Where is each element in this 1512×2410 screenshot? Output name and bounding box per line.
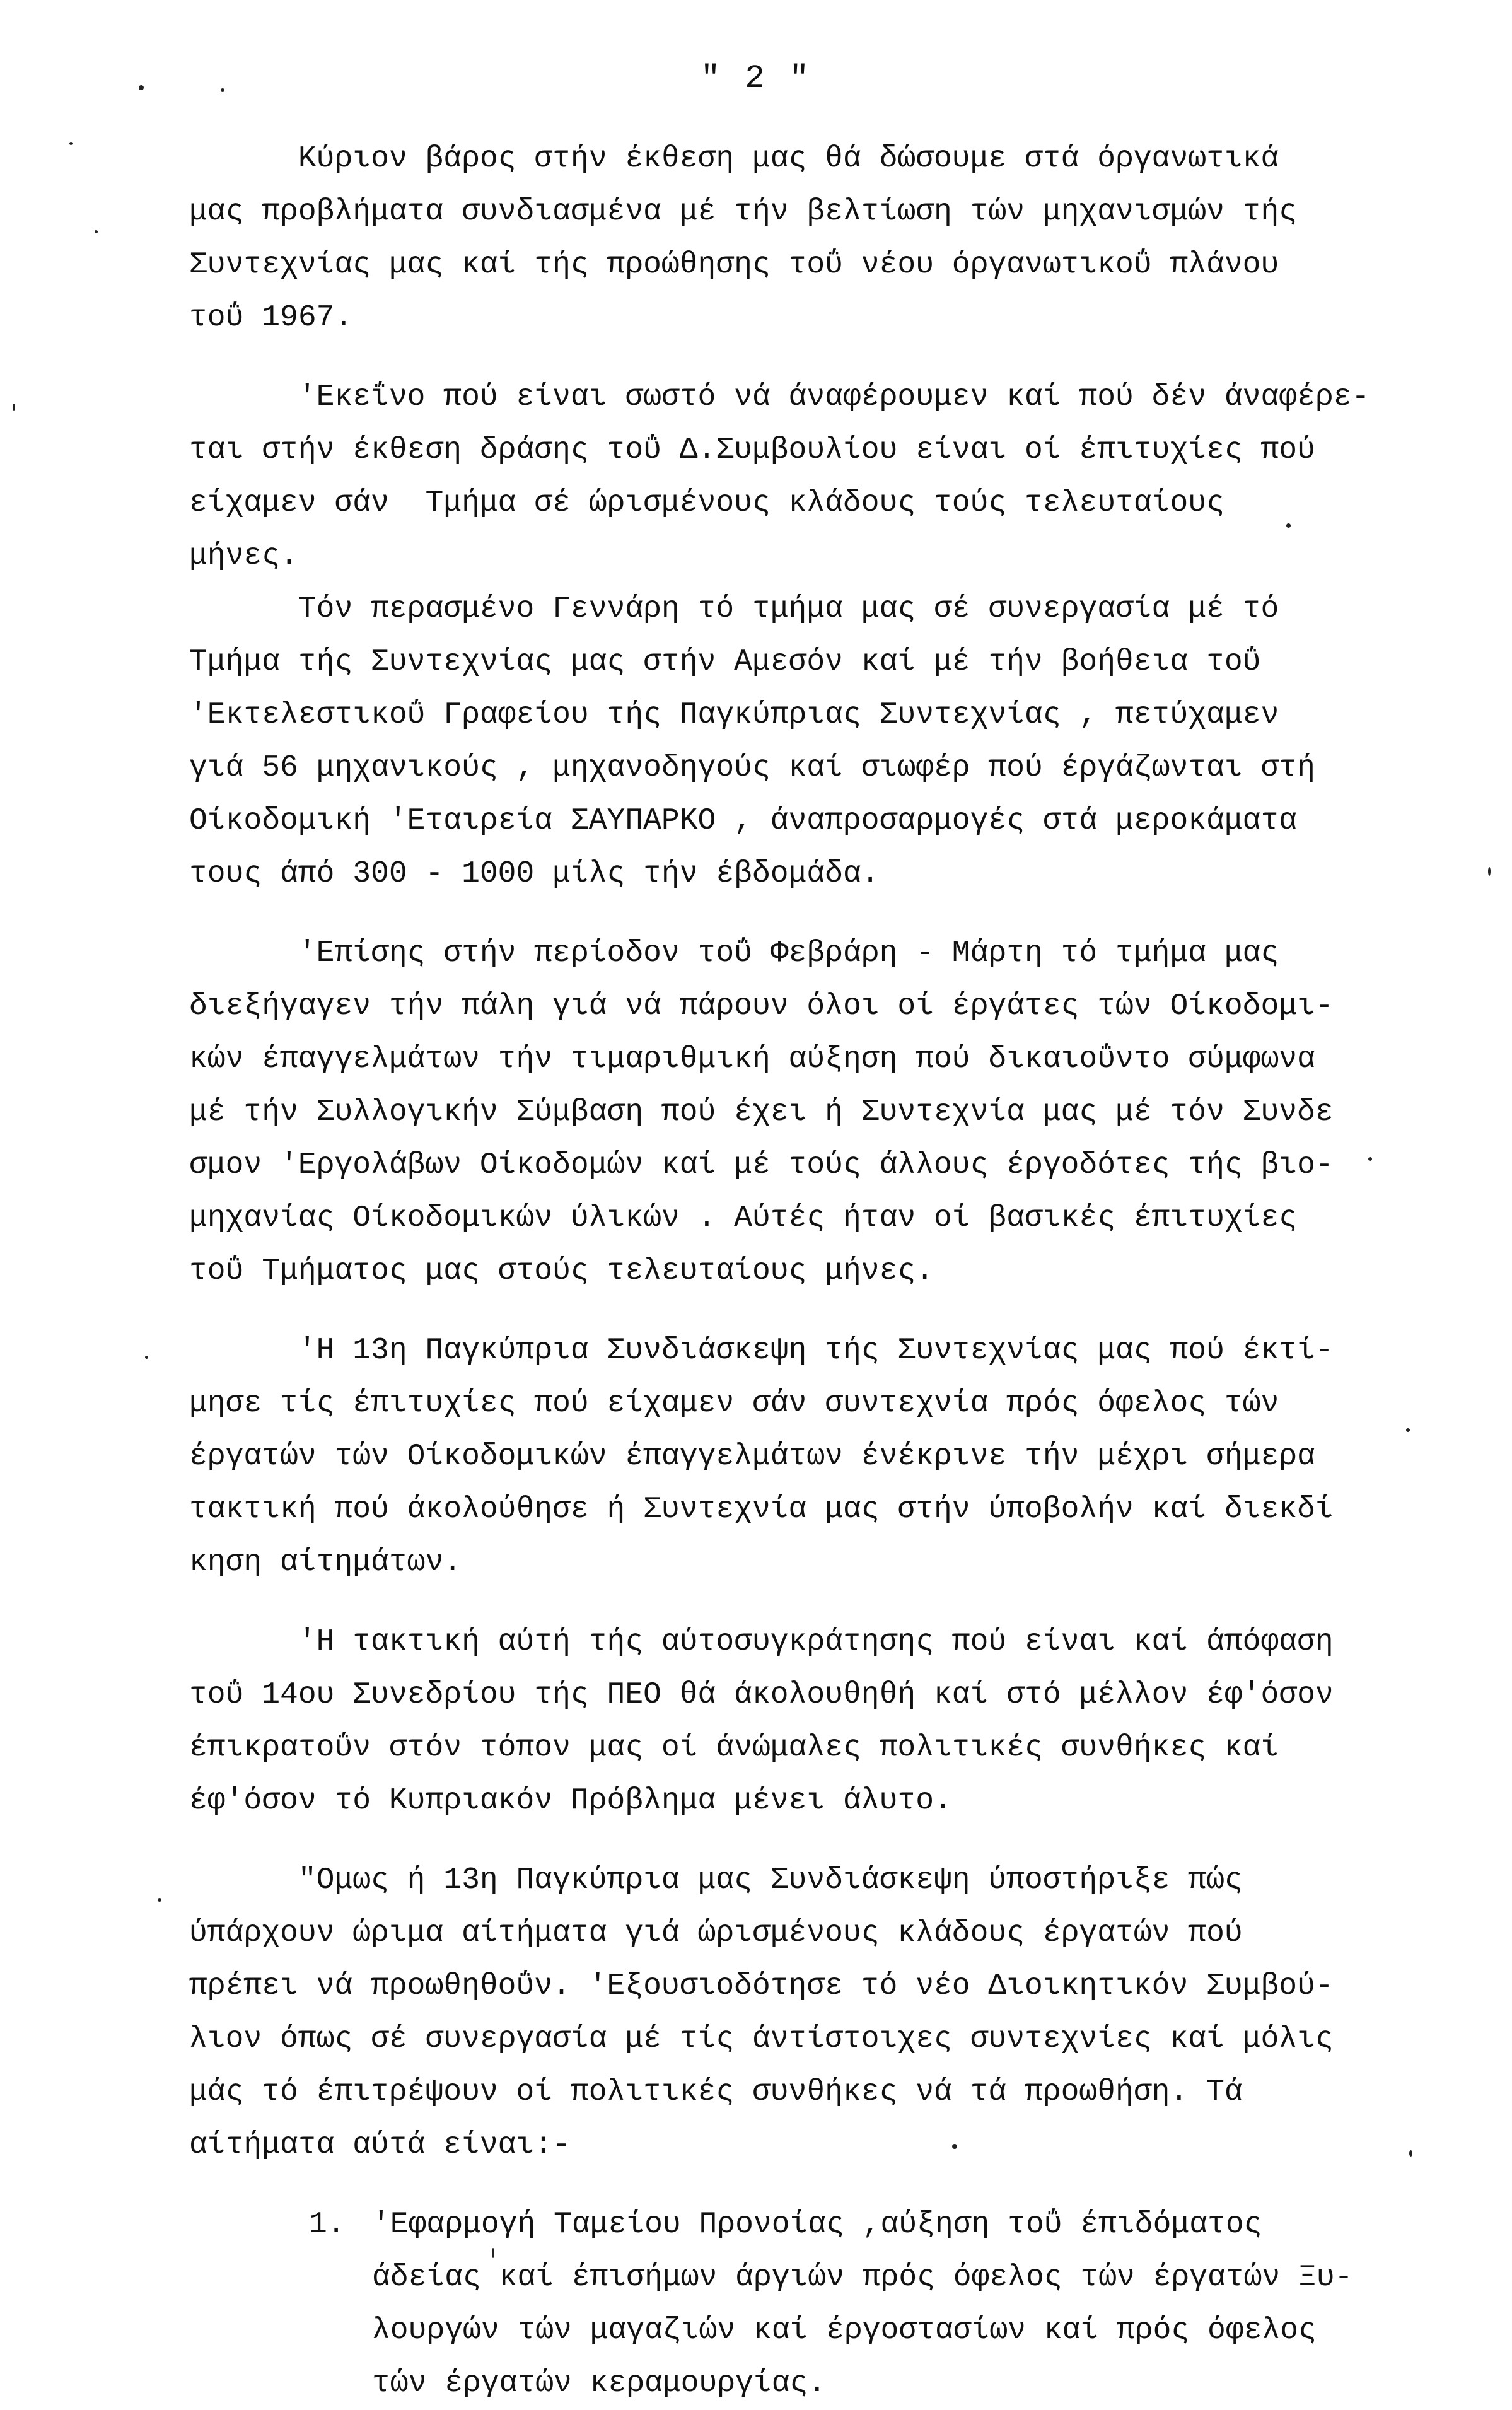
text-line: τοΰ 1967. [189, 301, 353, 335]
text-line: άδείας καί έπισήμων άργιών πρός όφελος τών έργατών Ξυ- [372, 2261, 1353, 2295]
text-line: ται στήν έκθεση δράσης τοΰ Δ.Συμβουλίου είναι οί έπιτυχίες πού [189, 433, 1315, 467]
text-line: Τόν περασμένο Γεννάρη τό τμήμα μας σέ συνεργασία μέ τό [189, 592, 1279, 626]
text-line: μηχανίας Οίκοδομικών ύλικών . Αύτές ήταν οί βασικές έπιτυχίες [189, 1201, 1298, 1235]
paragraph [189, 583, 1406, 900]
text-line: "Ομως ή 13η Παγκύπρια μας Συνδιάσκεψη ύποστήριξε πώς [189, 1863, 1243, 1897]
text-line: 'Επίσης στήν περίοδον τοΰ Φεβράρη - Μάρτη τό τμήμα μας [189, 936, 1279, 970]
paragraph [189, 1854, 1406, 2172]
scan-speck [1488, 867, 1491, 876]
text-line: ύπάρχουν ώριμα αίτήματα γιά ώρισμένους κλάδους έργατών πού [189, 1916, 1243, 1950]
scan-speck [139, 85, 144, 90]
text-line: είχαμεν σάν Τμήμα σέ ώρισμένους κλάδους τούς τελευταίους [189, 486, 1224, 520]
text-line: 'Εκτελεστικοΰ Γραφείου τής Παγκύπριας Συντεχνίας , πετύχαμεν [189, 698, 1279, 732]
scan-speck [221, 88, 224, 92]
scan-speck [95, 230, 98, 233]
text-line: μησε τίς έπιτυχίες πού είχαμεν σάν συντεχνία πρός όφελος τών [189, 1387, 1279, 1421]
text-line: 'Η τακτική αύτή τής αύτοσυγκράτησης πού είναι καί άπόφαση [189, 1625, 1334, 1659]
scan-speck [145, 1356, 148, 1359]
list-item-number: 1. [309, 2208, 346, 2242]
scan-speck [1368, 1157, 1372, 1161]
paragraph [189, 1324, 1406, 1589]
text-line: μάς τό έπιτρέψουν οί πολιτικές συνθήκες νά τά προωθήση. Τά [189, 2075, 1243, 2109]
text-line: 'Εφαρμογή Ταμείου Προνοίας ,αύξηση τοΰ έπιδόματος [372, 2208, 1262, 2242]
paragraph [189, 371, 1406, 583]
text-line: τών έργατών κεραμουργίας. [372, 2366, 827, 2401]
text-line: σμον 'Εργολάβων Οίκοδομών καί μέ τούς άλλους έργοδότες τής βιο- [189, 1148, 1334, 1182]
text-line: μας προβλήματα συνδιασμένα μέ τήν βελτίωση τών μηχανισμών τής [189, 195, 1298, 229]
text-line: έπικρατοΰν στόν τόπον μας οί άνώμαλες πολιτικές συνθήκες καί [189, 1731, 1279, 1765]
paragraph [189, 1615, 1406, 1827]
text-line: αίτήματα αύτά είναι:- [189, 2128, 571, 2162]
text-line: Τμήμα τής Συντεχνίας μας στήν Αμεσόν καί μέ τήν βοήθεια τοΰ [189, 645, 1261, 679]
paragraph [189, 927, 1406, 1298]
list-item [189, 2198, 1406, 2410]
paragraph [189, 132, 1406, 344]
text-line: κών έπαγγελμάτων τήν τιμαριθμική αύξηση πού δικαιοΰντο σύμφωνα [189, 1042, 1315, 1076]
text-line: τους άπό 300 - 1000 μίλς τήν έβδομάδα. [189, 857, 880, 891]
scan-speck [952, 2144, 957, 2149]
text-line: έφ'όσον τό Κυπριακόν Πρόβλημα μένει άλυτο. [189, 1784, 952, 1818]
text-line: μήνες. [189, 539, 298, 573]
text-line: 'Η 13η Παγκύπρια Συνδιάσκεψη τής Συντεχνίας μας πού έκτί- [189, 1334, 1334, 1368]
text-line: έργατών τών Οίκοδομικών έπαγγελμάτων ένέκρινε τήν μέχρι σήμερα [189, 1440, 1315, 1474]
scan-speck [492, 2248, 494, 2258]
text-line: μέ τήν Συλλογικήν Σύμβαση πού έχει ή Συντεχνία μας μέ τόν Συνδε [189, 1095, 1334, 1129]
text-line: Συντεχνίας μας καί τής προώθησης τοΰ νέου όργανωτικοΰ πλάνου [189, 248, 1279, 282]
scan-speck [1409, 2150, 1412, 2157]
scan-speck [158, 1898, 161, 1902]
scan-speck [1286, 523, 1291, 528]
document-body [189, 132, 1406, 2410]
text-line: λουργών τών μαγαζιών καί έργοστασίων καί πρός όφελος [372, 2314, 1317, 2348]
text-line: λιον όπως σέ συνεργασία μέ τίς άντίστοιχες συντεχνίες καί μόλις [189, 2022, 1334, 2056]
page-number: " 2 " [700, 60, 812, 97]
text-line: τακτική πού άκολούθησε ή Συντεχνία μας στήν ύποβολήν καί διεκδί [189, 1493, 1334, 1527]
text-line: 'Εκεΐνο πού είναι σωστό νά άναφέρουμεν καί πού δέν άναφέρε- [189, 380, 1370, 414]
text-line: κηση αίτημάτων. [189, 1546, 462, 1580]
text-line: τοΰ 14ου Συνεδρίου τής ΠΕΟ θά άκολουθηθή καί στό μέλλον έφ'όσον [189, 1678, 1334, 1712]
text-line: Κύριον βάρος στήν έκθεση μας θά δώσουμε στά όργανωτικά [189, 142, 1279, 176]
scan-speck [13, 404, 15, 411]
text-line: πρέπει νά προωθηθοΰν. 'Εξουσιοδότησε τό νέο Διοικητικόν Συμβού- [189, 1969, 1334, 2003]
text-line: γιά 56 μηχανικούς , μηχανοδηγούς καί σιωφέρ πού έργάζωνται στή [189, 751, 1315, 785]
text-line: Οίκοδομική 'Εταιρεία ΣΑΥΠΑΡΚΟ , άναπροσαρμογές στά μεροκάματα [189, 804, 1298, 838]
scan-speck [1406, 1428, 1410, 1432]
text-line: διεξήγαγεν τήν πάλη γιά νά πάρουν όλοι οί έργάτες τών Οίκοδομι- [189, 989, 1334, 1023]
scan-speck [69, 142, 73, 145]
text-line: τοΰ Τμήματος μας στούς τελευταίους μήνες. [189, 1254, 934, 1288]
